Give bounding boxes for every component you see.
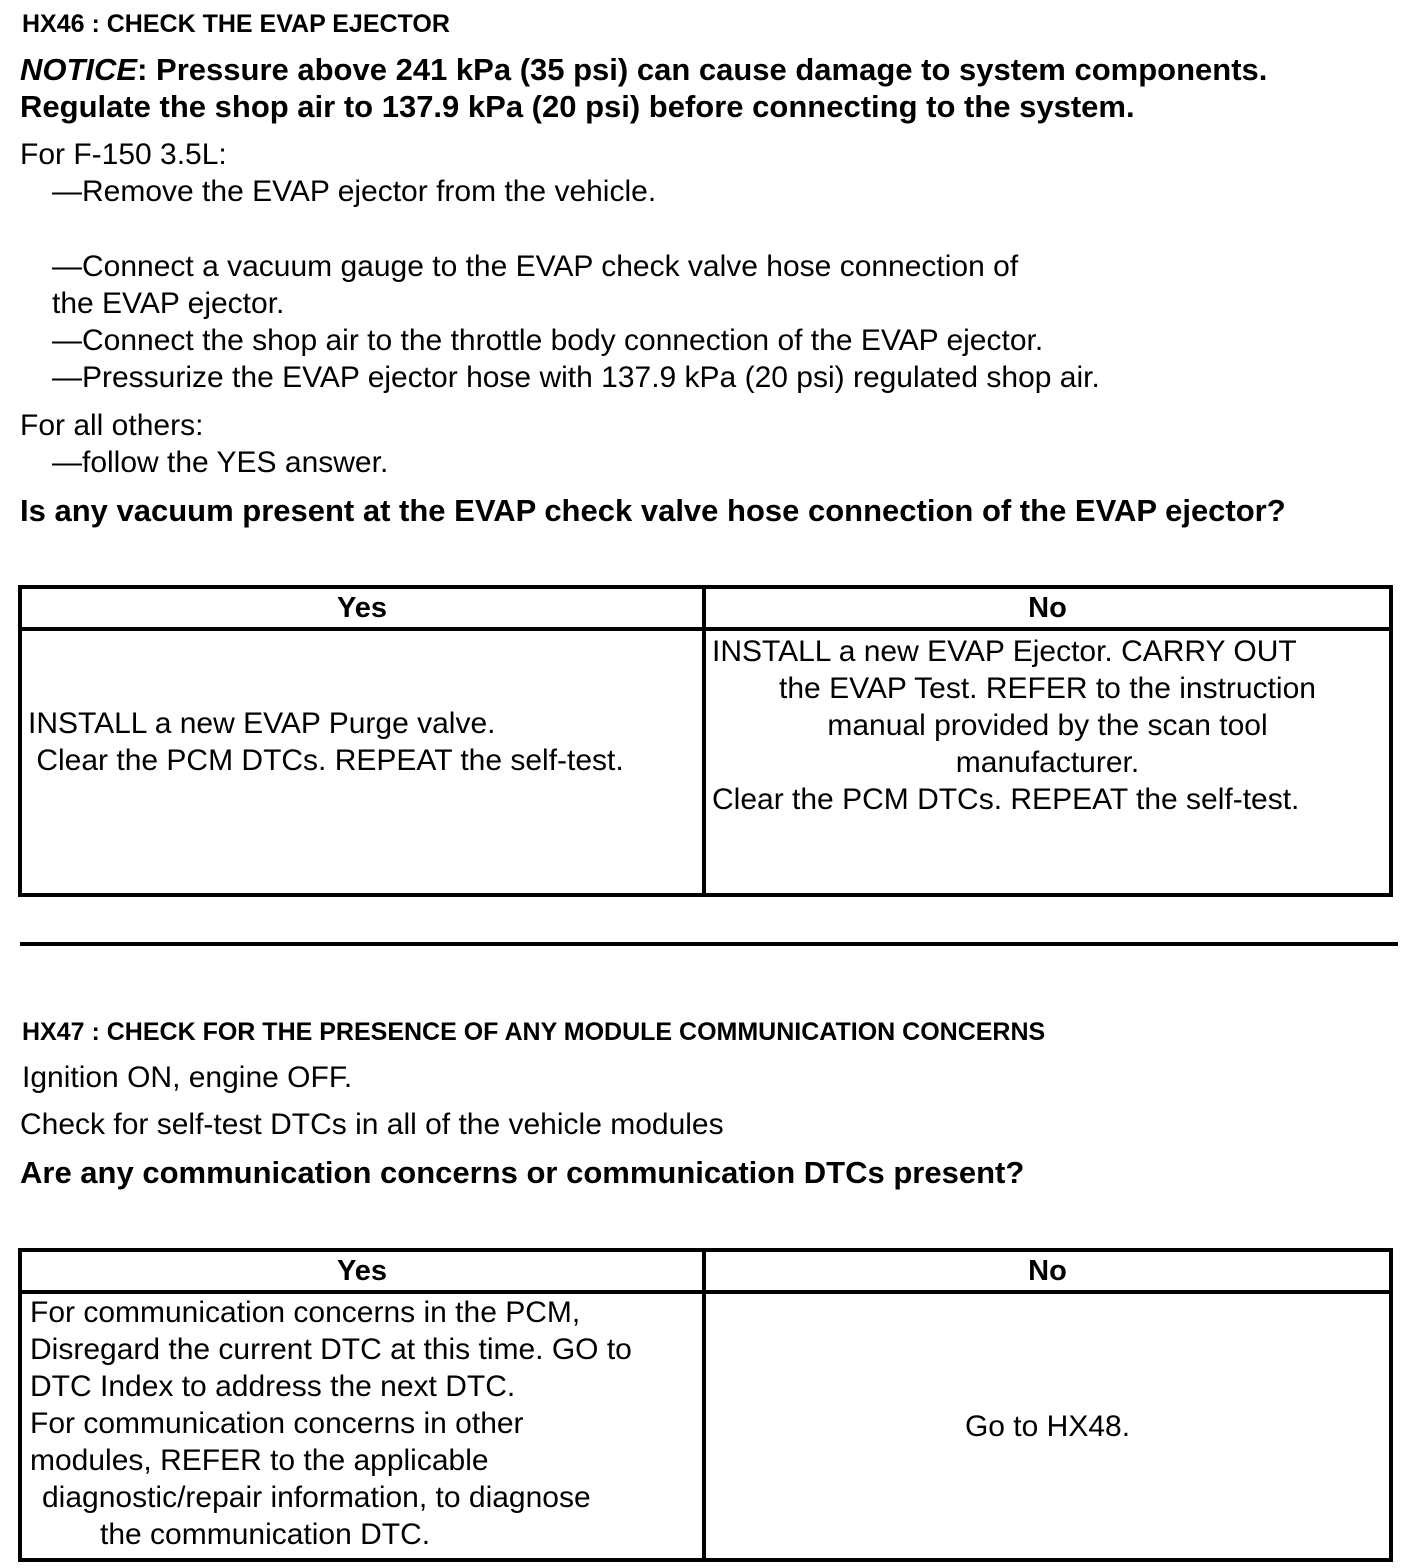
f150-step-connect-air: —Connect the shop air to the throttle body connection of the EVAP ejector. <box>52 324 1044 357</box>
hx47-ignition-line: Ignition ON, engine OFF. <box>22 1061 353 1094</box>
hx46-yes-cell <box>20 629 704 895</box>
hx47-yes-line: the communication DTC. <box>100 1518 431 1551</box>
hx47-yes-line: Disregard the current DTC at this time. GO to <box>30 1333 632 1366</box>
f150-step-connect-gauge: —Connect a vacuum gauge to the EVAP check valve hose connection of <box>52 250 1019 283</box>
hx47-yes-line: modules, REFER to the applicable <box>30 1444 489 1477</box>
f150-step-remove: —Remove the EVAP ejector from the vehicle. <box>52 175 657 208</box>
hx46-no-line: INSTALL a new EVAP Ejector. CARRY OUT <box>712 635 1297 668</box>
notice-text: : Pressure above 241 kPa (35 psi) can cause damage to system components. <box>137 52 1268 87</box>
hx46-notice-line2: Regulate the shop air to 137.9 kPa (20 psi) before connecting to the system. <box>20 89 1135 124</box>
hx47-title: HX47 : CHECK FOR THE PRESENCE OF ANY MODULE COMMUNICATION CONCERNS <box>22 1018 1046 1046</box>
hx47-no-text: Go to HX48. <box>964 1409 1131 1443</box>
hx47-yes-line: DTC Index to address the next DTC. <box>30 1370 516 1403</box>
hx47-no-header: No <box>704 1250 1391 1292</box>
hx47-question: Are any communication concerns or communication DTCs present? <box>20 1155 1025 1190</box>
hx47-yes-line: For communication concerns in the PCM, <box>30 1296 581 1329</box>
hx47-yes-line: For communication concerns in other <box>30 1407 524 1440</box>
hx46-yes-header: Yes <box>20 587 704 629</box>
hx47-yes-header: Yes <box>20 1250 704 1292</box>
others-step: —follow the YES answer. <box>52 446 389 479</box>
hx47-yes-cell <box>20 1292 704 1560</box>
hx46-yes-line: INSTALL a new EVAP Purge valve. <box>28 707 496 740</box>
hx46-no-line: Clear the PCM DTCs. REPEAT the self-test. <box>712 783 1300 816</box>
section-divider <box>20 942 1398 946</box>
hx46-no-cell <box>704 629 1391 895</box>
hx47-yes-line: diagnostic/repair information, to diagnose <box>42 1481 591 1514</box>
hx46-yes-line: Clear the PCM DTCs. REPEAT the self-test. <box>28 744 624 777</box>
f150-step-connect-gauge-cont: the EVAP ejector. <box>52 287 285 320</box>
hx47-check-line: Check for self-test DTCs in all of the vehicle modules <box>20 1108 724 1141</box>
hx47-no-cell <box>704 1292 1391 1560</box>
hx46-question: Is any vacuum present at the EVAP check valve hose connection of the EVAP ejector? <box>20 493 1286 528</box>
hx47-result-table <box>18 1248 1393 1562</box>
hx46-no-line: the EVAP Test. REFER to the instruction <box>779 672 1316 705</box>
f150-heading: For F-150 3.5L: <box>20 138 227 171</box>
hx46-no-line: manual provided by the scan tool <box>827 709 1268 742</box>
hx46-notice-line1 <box>20 51 1267 88</box>
hx46-title: HX46 : CHECK THE EVAP EJECTOR <box>22 10 450 38</box>
hx46-no-line: manufacturer. <box>955 746 1140 779</box>
others-heading: For all others: <box>20 409 204 442</box>
hx46-no-header: No <box>704 587 1391 629</box>
hx46-result-table <box>18 585 1393 897</box>
f150-step-pressurize: —Pressurize the EVAP ejector hose with 137.9 kPa (20 psi) regulated shop air. <box>52 361 1100 394</box>
notice-label: NOTICE <box>20 52 138 87</box>
